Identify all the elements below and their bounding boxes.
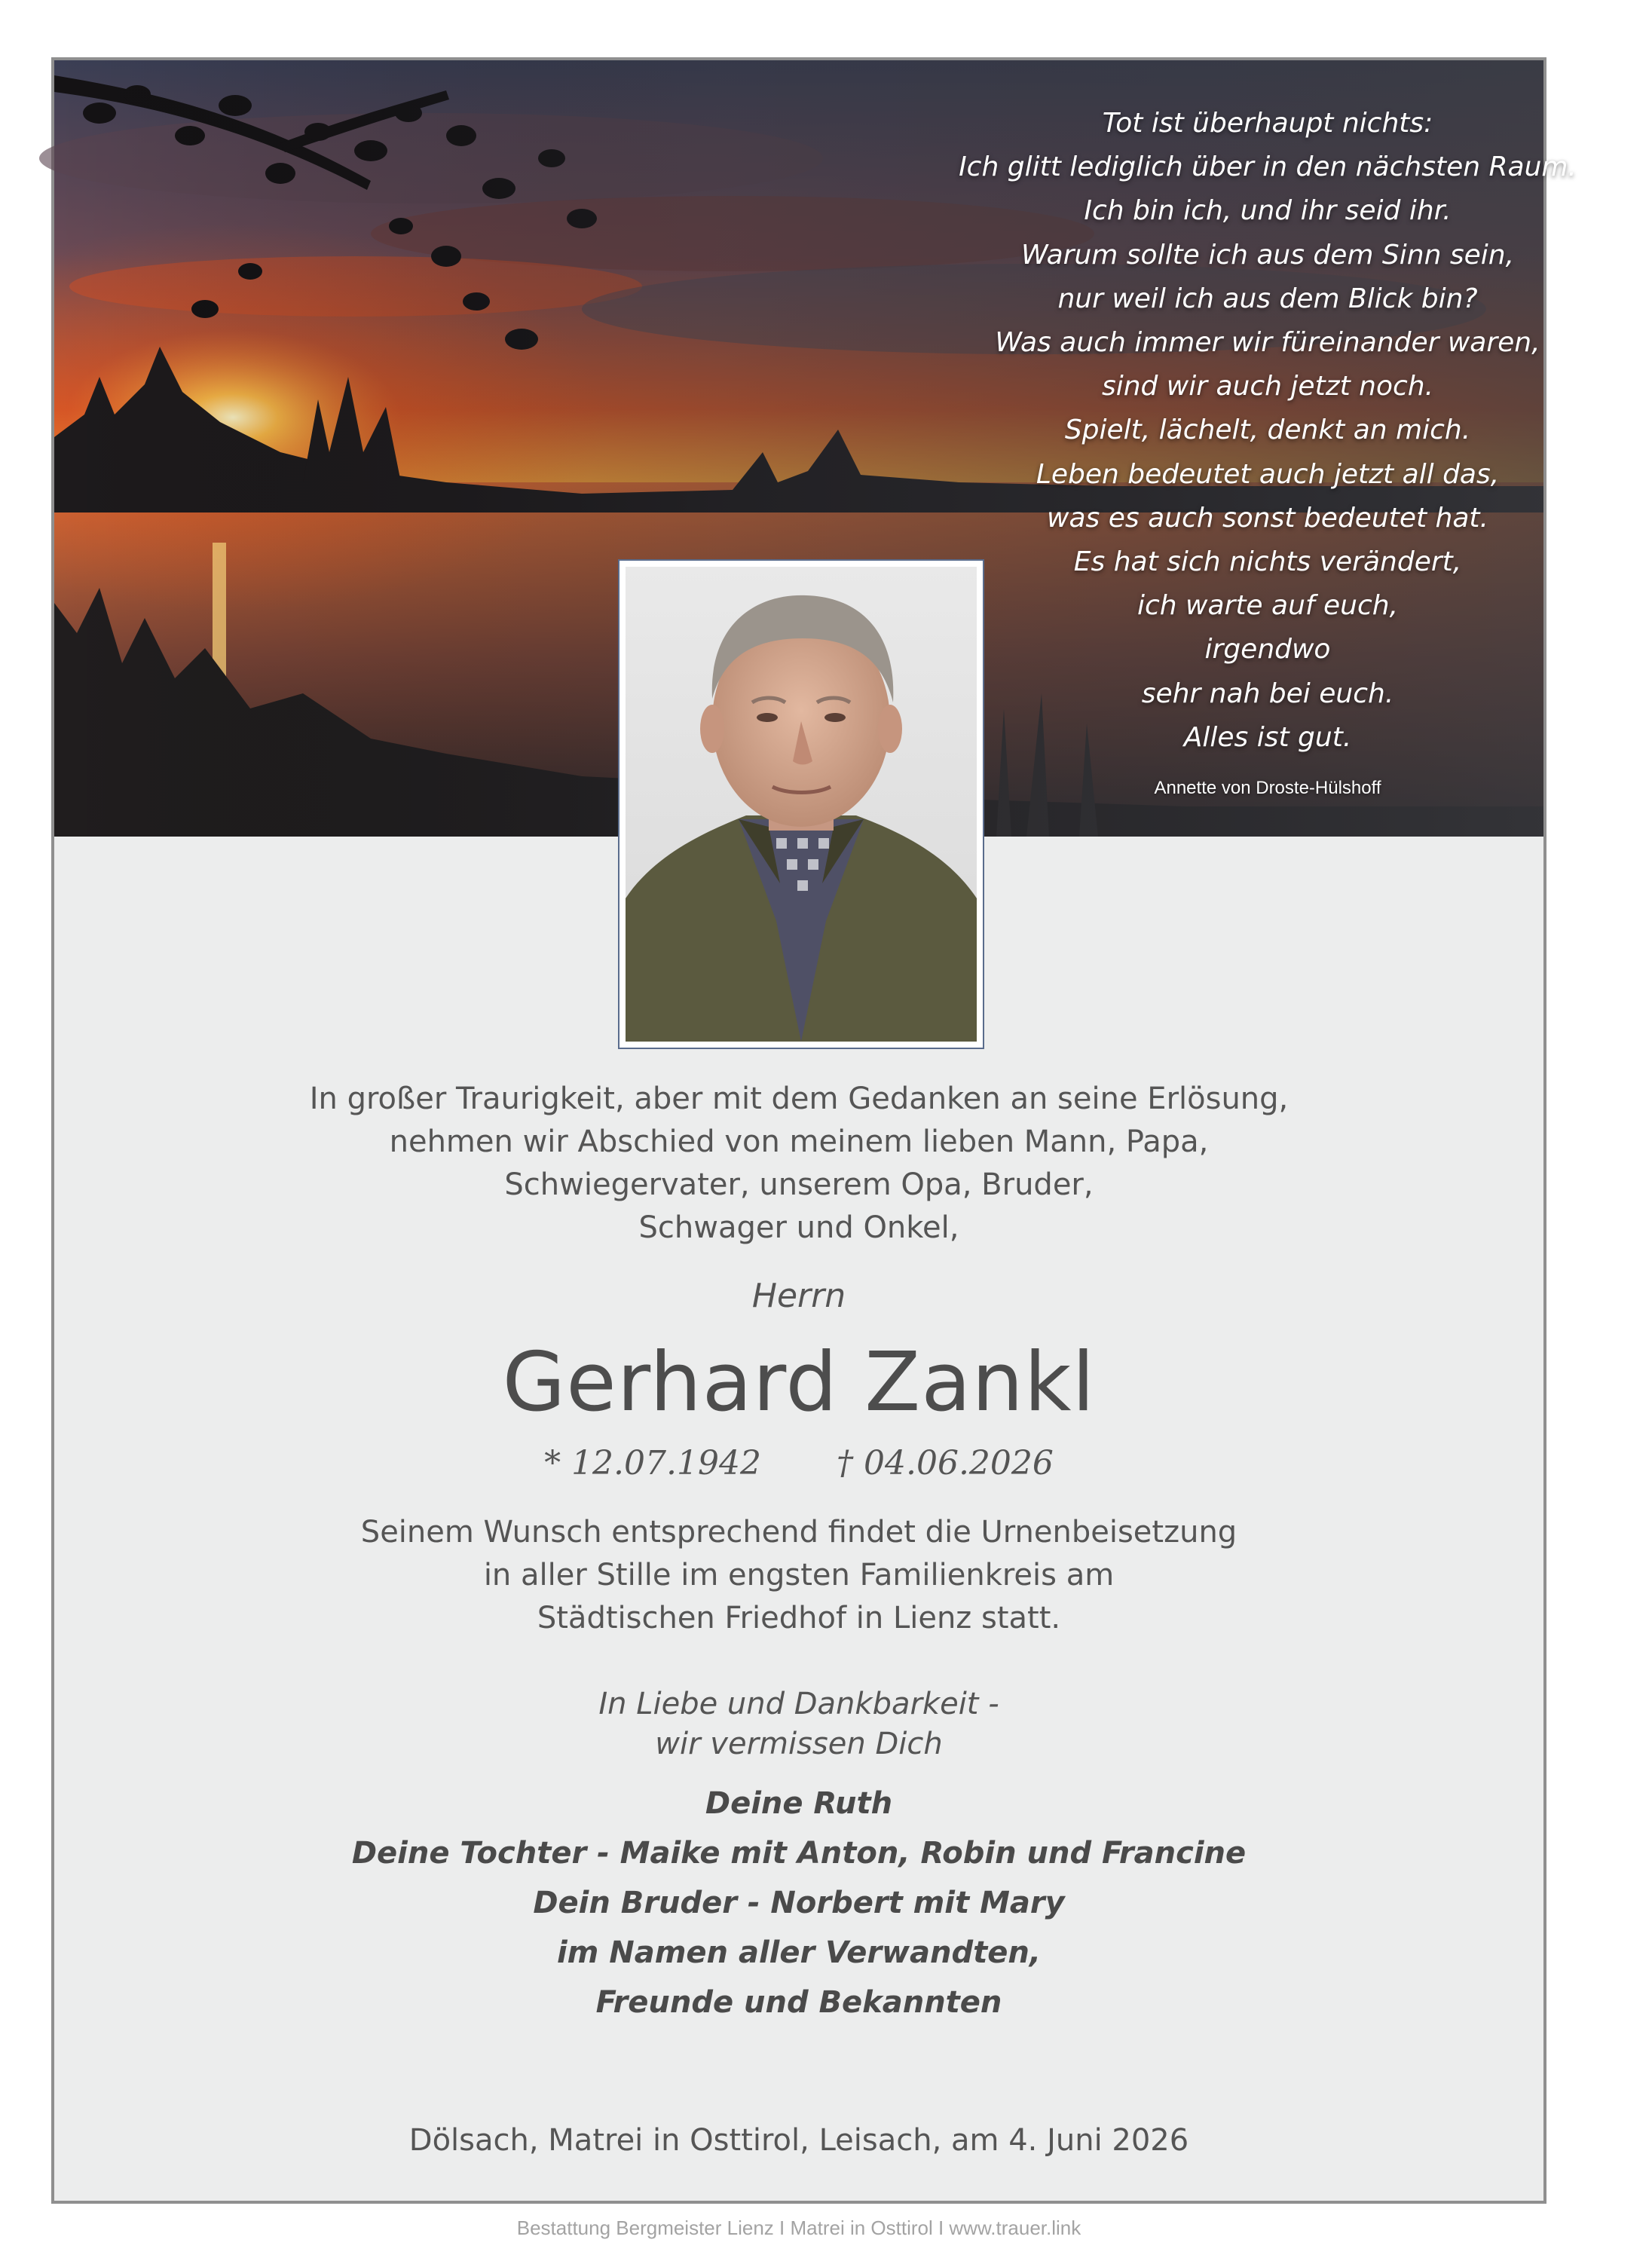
mourner-line: Deine Ruth (705, 1786, 893, 1821)
poem-author: Annette von Droste-Hülshoff (1154, 778, 1381, 798)
death-date: † 04.06.2026 (837, 1444, 1054, 1482)
poem-line: nur weil ich aus dem Blick bin? (1057, 283, 1478, 314)
honorific: Herrn (751, 1277, 846, 1315)
poem-line: Ich bin ich, und ihr seid ihr. (1084, 195, 1452, 227)
intro-line: nehmen wir Abschied von meinem lieben Mann, Papa, (389, 1124, 1209, 1159)
intro-text (54, 1078, 1543, 1250)
poem-line: irgendwo (1204, 634, 1331, 665)
portrait-photo-frame (618, 559, 984, 1049)
portrait-photo (626, 567, 977, 1042)
closing-line: In Liebe und Dankbarkeit - (598, 1687, 999, 1721)
poem-line: Leben bedeutet auch jetzt all das, (1036, 458, 1500, 490)
funeral-home-footer: Bestattung Bergmeister Lienz I Matrei in Osttirol I www.trauer.link (516, 2217, 1081, 2239)
poem-line: ich warte auf euch, (1137, 590, 1399, 622)
deceased-name: Gerhard Zankl (502, 1335, 1096, 1430)
poem-line: Warum sollte ich aus dem Sinn sein, (1020, 239, 1515, 271)
poem-line: Tot ist überhaupt nichts: (1102, 108, 1433, 139)
poem-line: Was auch immer wir füreinander waren, (995, 327, 1540, 359)
mourner-line: Deine Tochter - Maike mit Anton, Robin und Francine (351, 1836, 1247, 1871)
mourners-list (54, 1779, 1543, 2027)
closing-text (54, 1684, 1543, 1764)
poem-line: was es auch sonst bedeutet hat. (1047, 502, 1488, 534)
poem-line: sind wir auch jetzt noch. (1101, 371, 1434, 402)
poem-line: Ich glitt lediglich über in den nächsten Raum. (959, 151, 1577, 183)
life-dates (54, 1441, 1543, 1486)
mourner-line: Dein Bruder - Norbert mit Mary (533, 1886, 1065, 1920)
poem-line: Alles ist gut. (1183, 721, 1352, 753)
obituary-card (51, 57, 1577, 2239)
poem (883, 102, 1652, 760)
poem-line: Es hat sich nichts verändert, (1073, 546, 1462, 578)
ceremony-line: in aller Stille im engsten Familienkreis am (483, 1558, 1115, 1592)
poem-line: Spielt, lächelt, denkt an mich. (1064, 415, 1471, 446)
ceremony-line: Seinem Wunsch entsprechend findet die Urnenbeisetzung (360, 1515, 1237, 1550)
birth-date: * 12.07.1942 (544, 1444, 761, 1482)
mourner-line: im Namen aller Verwandten, (556, 1935, 1042, 1970)
intro-line: Schwager und Onkel, (638, 1210, 959, 1245)
place-and-date: Dölsach, Matrei in Osttirol, Leisach, am 4. Juni 2026 (408, 2123, 1189, 2158)
ceremony-line: Städtischen Friedhof in Lienz statt. (537, 1601, 1061, 1635)
ceremony-text (54, 1511, 1543, 1640)
intro-line: Schwiegervater, unserem Opa, Bruder, (504, 1167, 1094, 1202)
intro-line: In großer Traurigkeit, aber mit dem Gedanken an seine Erlösung, (309, 1082, 1289, 1116)
poem-line: sehr nah bei euch. (1141, 678, 1394, 709)
mourner-line: Freunde und Bekannten (595, 1985, 1002, 2020)
closing-line: wir vermissen Dich (655, 1727, 943, 1761)
